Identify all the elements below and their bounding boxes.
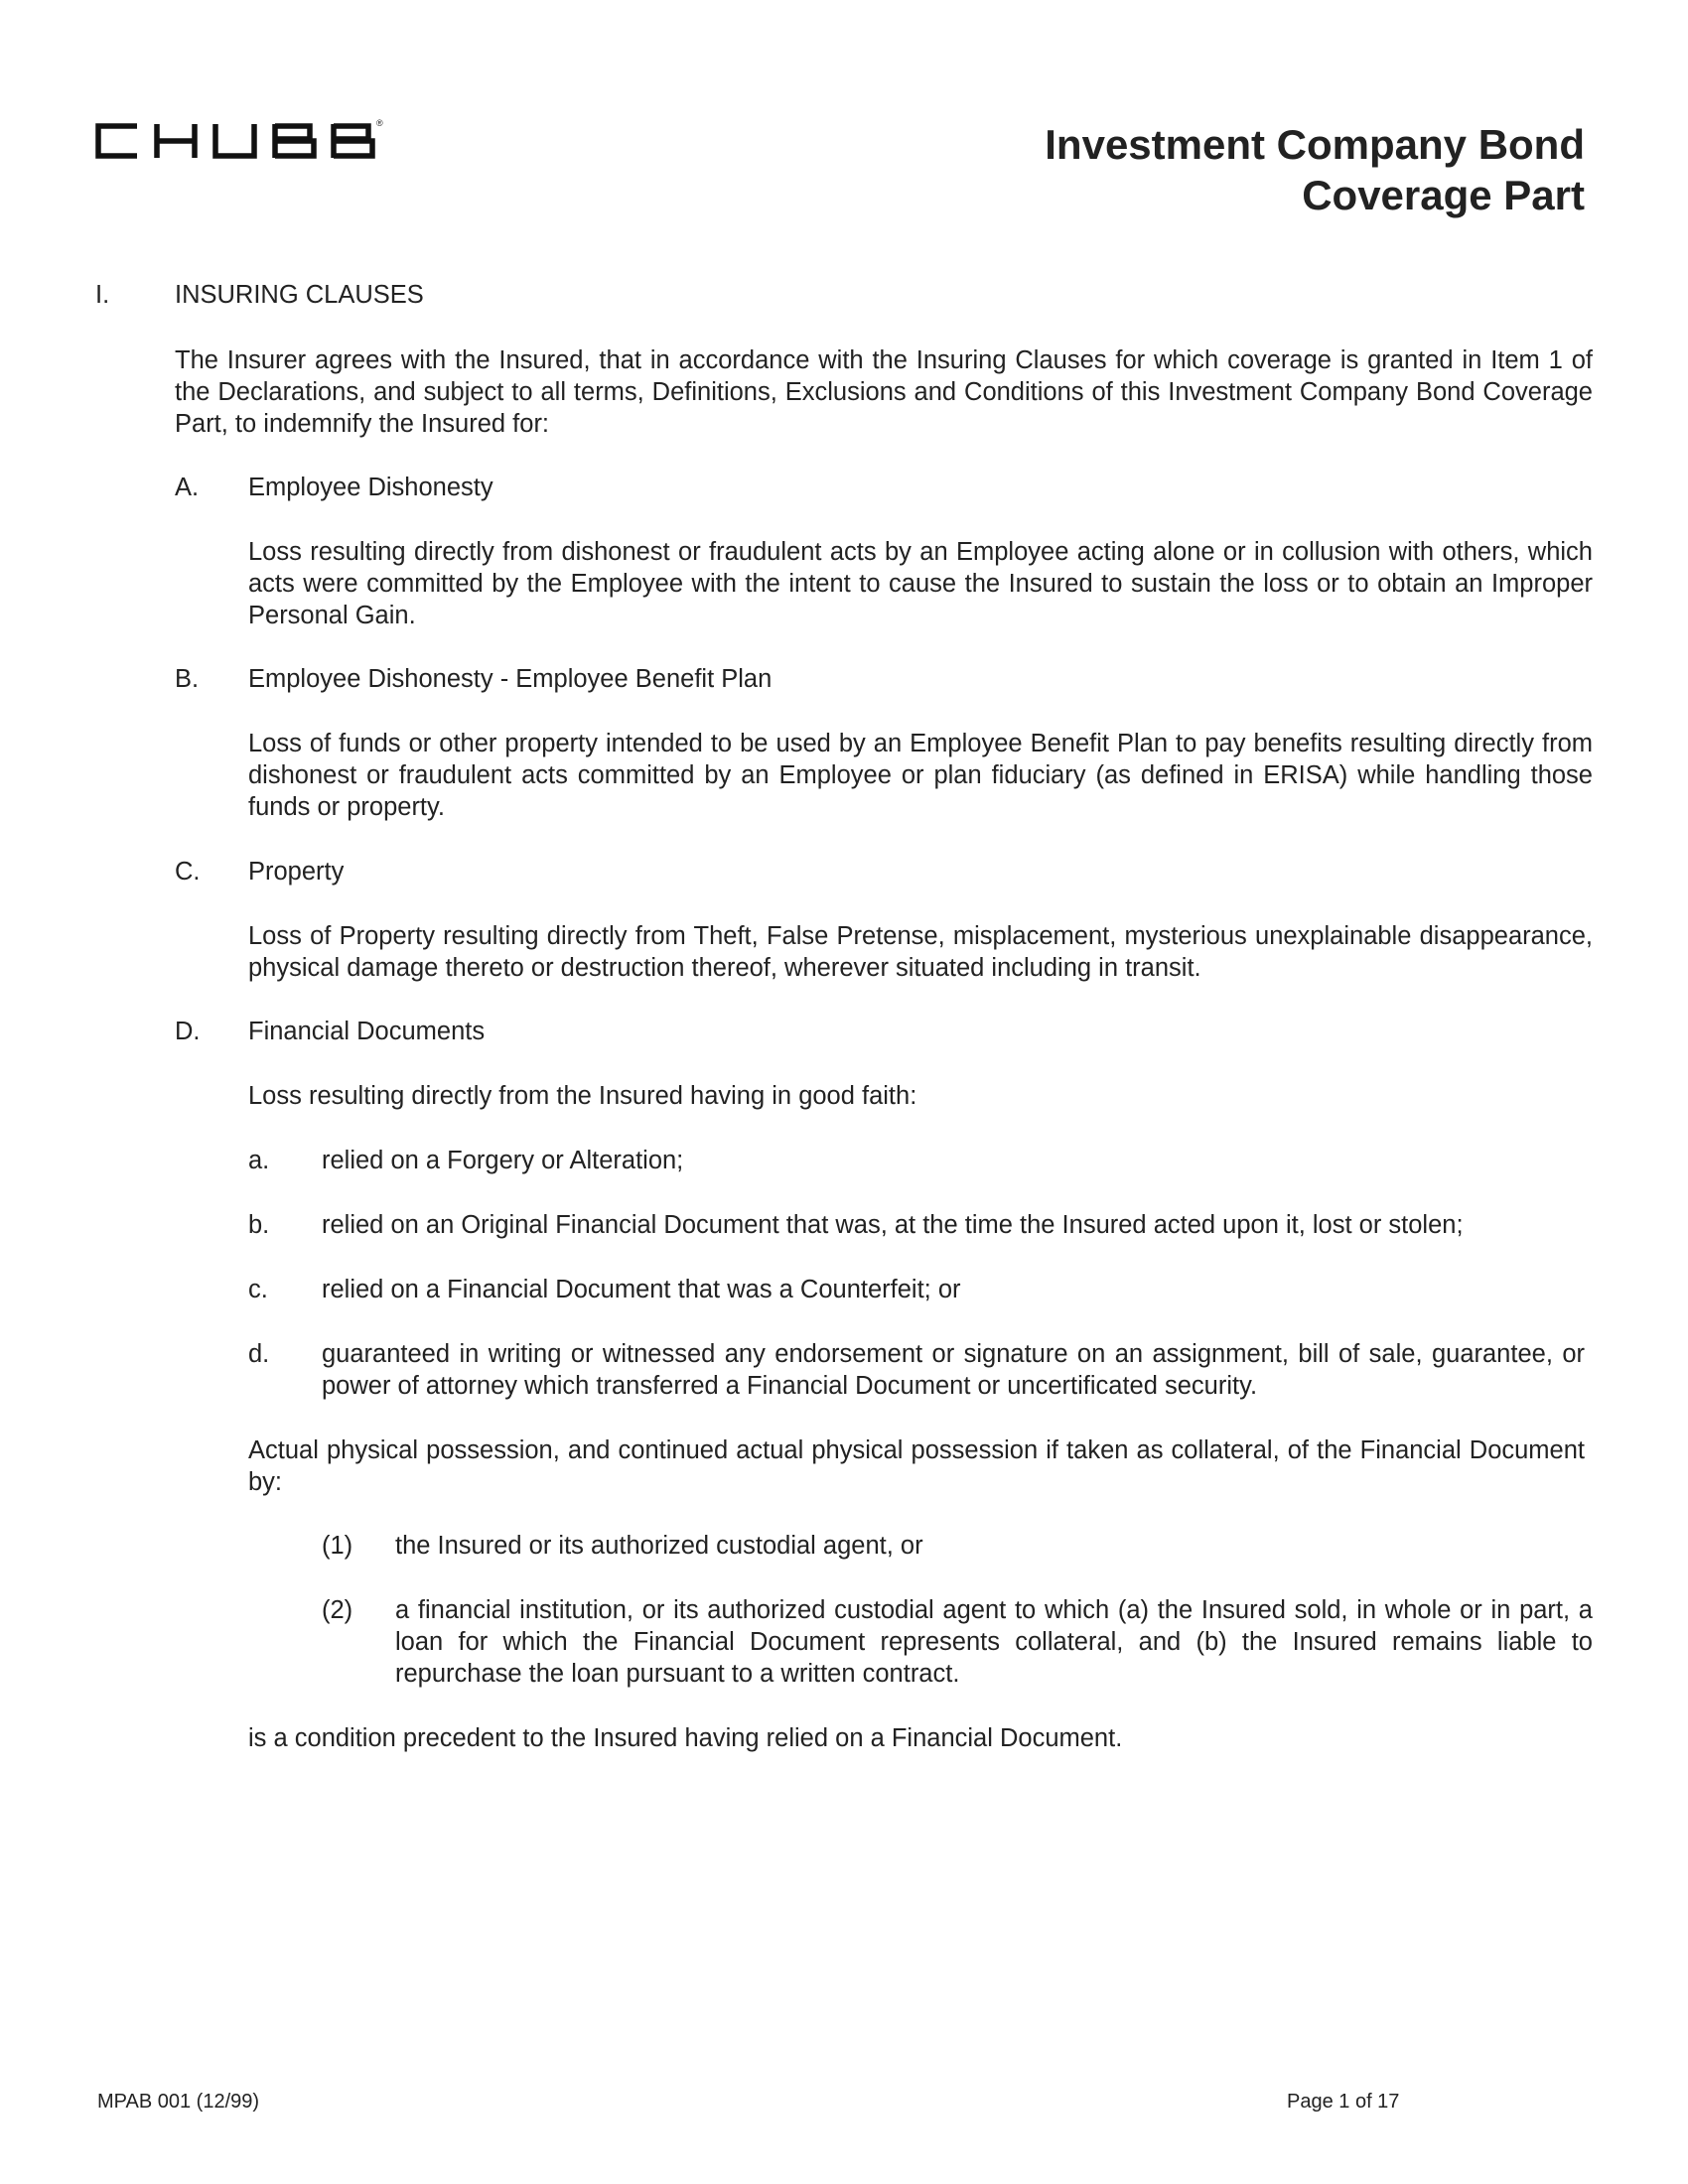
list-item: relied on an Original Financial Document that was, at the time the Insured acted upon it, lost or stolen; (322, 1211, 1464, 1239)
list-marker: d. (248, 1340, 270, 1368)
clause-letter: A. (175, 474, 200, 501)
page-number: Page 1 of 17 (1287, 2091, 1400, 2113)
clause-title: Employee Dishonesty (248, 474, 493, 501)
clause-letter: C. (175, 858, 201, 886)
document-title (1045, 119, 1585, 220)
chubb-logo (95, 118, 383, 169)
list-item: relied on a Financial Document that was a Counterfeit; or (322, 1276, 961, 1303)
list-item: guaranteed in writing or witnessed any endorsement or signature on an assignment, bill of sale, guarantee, or power of attorney which transferred a Financial Document or uncertificated security. (322, 1340, 1585, 1400)
sublist-item: a financial institution, or its authorized custodial agent to which (a) the Insured sold, in whole or in part, a loan for which the Financial Document represents collateral, and (b) the Insured remains liable to repurchase the loan pursuant to a written contract. (395, 1596, 1593, 1688)
list-marker: b. (248, 1211, 270, 1239)
clause-title: Property (248, 858, 345, 886)
section-number: I. (95, 281, 110, 309)
list-marker: c. (248, 1276, 268, 1303)
chubb-logo-mark (95, 121, 375, 161)
clause-text: Loss of funds or other property intended to be used by an Employee Benefit Plan to pay benefits resulting directly from dishonest or fraudulent acts committed by an Employee or plan fiduciary (as defined in ERISA) while handling those funds or property. (248, 730, 1593, 821)
sublist-marker: (2) (322, 1596, 353, 1624)
section-heading: INSURING CLAUSES (175, 281, 424, 309)
list-marker: a. (248, 1147, 270, 1174)
clause-letter: D. (175, 1018, 201, 1045)
clause-text: Loss resulting directly from dishonest or fraudulent acts by an Employee acting alone or in collusion with others, which acts were committed by the Employee with the intent to cause the Insured to sustain the loss or to obtain an Improper Personal Gain. (248, 538, 1593, 629)
clause-text: Loss resulting directly from the Insured having in good faith: (248, 1082, 917, 1110)
title-line-1: Investment Company Bond (1045, 121, 1585, 168)
form-number: MPAB 001 (12/99) (97, 2091, 260, 2113)
possession-text: Actual physical possession, and continued actual physical possession if taken as collateral, of the Financial Document by: (248, 1436, 1585, 1496)
clause-title: Financial Documents (248, 1018, 486, 1045)
sublist-marker: (1) (322, 1532, 353, 1560)
list-item: relied on a Forgery or Alteration; (322, 1147, 684, 1174)
sublist-item: the Insured or its authorized custodial agent, or (395, 1532, 923, 1560)
section-intro: The Insurer agrees with the Insured, that in accordance with the Insuring Clauses for which coverage is granted in Item 1 of the Declarations, and subject to all terms, Definitions, Exclusions and Conditions of this Investment Company Bond Coverage Part, to indemnify the Insured for: (175, 346, 1593, 438)
clause-title: Employee Dishonesty - Employee Benefit Plan (248, 665, 773, 693)
registered-mark: ® (376, 118, 383, 128)
title-line-2: Coverage Part (1302, 172, 1585, 218)
closing-text: is a condition precedent to the Insured having relied on a Financial Document. (248, 1724, 1123, 1752)
clause-letter: B. (175, 665, 200, 693)
clause-text: Loss of Property resulting directly from Theft, False Pretense, misplacement, mysterious unexplainable disappearance, physical damage thereto or destruction thereof, wherever situated including in transit. (248, 922, 1593, 982)
